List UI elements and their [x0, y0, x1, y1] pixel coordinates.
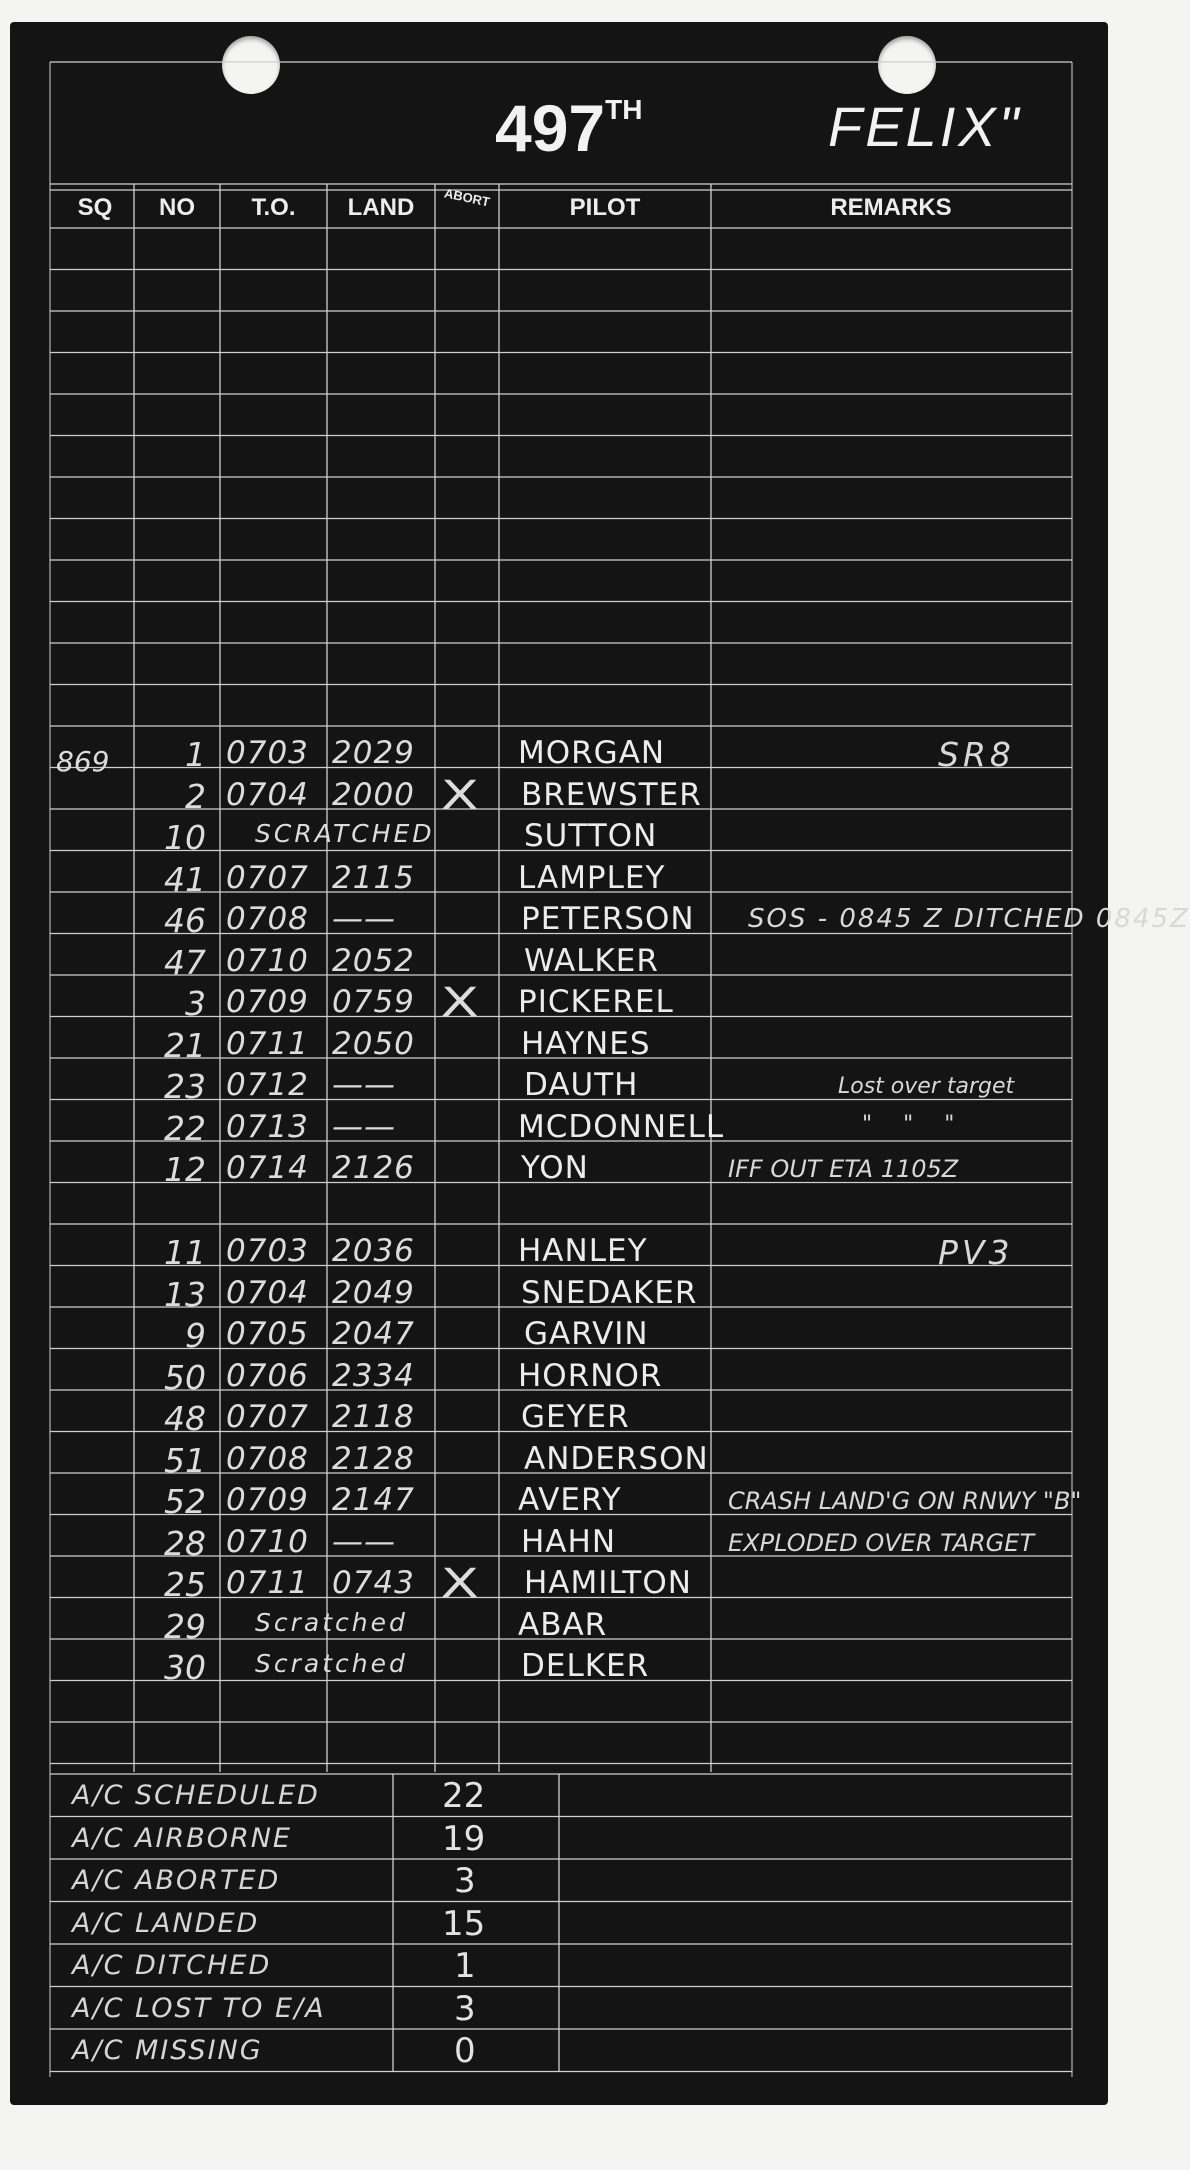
landing-time: 2000 — [332, 776, 415, 813]
pilot-name: YON — [521, 1150, 589, 1186]
column-header-remarks: REMARKS — [830, 194, 952, 221]
takeoff-time: 0709 — [226, 1482, 309, 1518]
summary-label: A/C DITCHED — [72, 1950, 272, 1981]
pilot-name: MORGAN — [518, 735, 666, 771]
aircraft-number: 28 — [164, 1523, 206, 1563]
aircraft-number: 46 — [164, 901, 206, 940]
column-header-abort: ABORT — [442, 185, 492, 210]
landing-time: 2118 — [332, 1399, 415, 1435]
takeoff-time: 0714 — [226, 1150, 309, 1186]
remark-text: " " " — [862, 1111, 967, 1137]
landing-time: —— — [332, 901, 396, 937]
pilot-name: AVERY — [518, 1482, 622, 1518]
takeoff-time: 0706 — [226, 1357, 309, 1394]
landing-time: —— — [332, 1108, 396, 1145]
aircraft-number: 23 — [164, 1067, 206, 1106]
unit-suffix: TH — [605, 94, 643, 125]
pilot-name: HAYNES — [521, 1025, 651, 1062]
unit-number — [495, 90, 642, 166]
aircraft-number: 11 — [164, 1233, 206, 1272]
pilot-name: HORNOR — [518, 1357, 663, 1394]
takeoff-time: 0704 — [226, 1274, 309, 1311]
scratched-note: Scratched — [255, 1649, 408, 1678]
aircraft-number: 48 — [164, 1399, 206, 1438]
aircraft-number: 52 — [164, 1482, 206, 1521]
landing-time: 2049 — [332, 1274, 415, 1311]
pilot-name: HAMILTON — [524, 1565, 692, 1601]
summary-value: 15 — [442, 1903, 486, 1944]
remark-text: PV3 — [938, 1233, 1014, 1272]
summary-label: A/C MISSING — [72, 2035, 263, 2066]
pilot-name: HAHN — [521, 1523, 617, 1560]
aircraft-number: 21 — [164, 1025, 206, 1065]
abort-mark: X — [440, 772, 479, 819]
pilot-name: WALKER — [524, 942, 659, 979]
scratched-note: SCRATCHED — [255, 819, 435, 848]
aircraft-number: 2 — [185, 776, 206, 816]
takeoff-time: 0703 — [226, 735, 309, 771]
remark-text: CRASH LAND'G ON RNWY "B" — [728, 1487, 1082, 1515]
takeoff-time: 0712 — [226, 1067, 309, 1103]
scratched-note: Scratched — [255, 1607, 408, 1637]
pilot-name: PICKEREL — [518, 984, 674, 1020]
board-name: FELIX" — [828, 95, 1022, 158]
landing-time: 0759 — [332, 984, 415, 1020]
column-header-pilot: PILOT — [569, 194, 641, 221]
aircraft-number: 30 — [164, 1648, 206, 1687]
mission-board — [10, 22, 1190, 2105]
pilot-name: HANLEY — [518, 1233, 648, 1269]
takeoff-time: 0708 — [226, 901, 309, 937]
remark-text: Lost over target — [838, 1074, 1015, 1099]
takeoff-time: 0709 — [226, 984, 309, 1020]
aircraft-number: 29 — [164, 1606, 206, 1646]
summary-value: 22 — [442, 1776, 486, 1816]
summary-label: A/C AIRBORNE — [72, 1822, 292, 1854]
remark-text: EXPLODED OVER TARGET — [728, 1528, 1035, 1557]
landing-time: 0743 — [332, 1565, 415, 1601]
aircraft-number: 9 — [185, 1316, 206, 1355]
pilot-name: DAUTH — [524, 1067, 639, 1103]
abort-mark: X — [440, 980, 479, 1026]
summary-value: 3 — [454, 1988, 476, 2029]
squadron-number: 869 — [56, 745, 110, 778]
column-header-no: NO — [159, 194, 195, 221]
aircraft-number: 3 — [185, 984, 206, 1023]
takeoff-time: 0710 — [226, 942, 309, 979]
remark-text: IFF OUT ETA 1105Z — [728, 1155, 959, 1183]
summary-label: A/C LOST TO E/A — [72, 1992, 326, 2024]
landing-time: 2036 — [332, 1233, 415, 1269]
summary-value: 19 — [442, 1818, 486, 1859]
column-header-land: LAND — [347, 194, 415, 221]
aircraft-number: 22 — [164, 1108, 206, 1148]
remark-text: SR8 — [938, 735, 1015, 774]
pilot-name: SNEDAKER — [521, 1274, 698, 1311]
remark-text: SOS - 0845 Z DITCHED 0845Z — [748, 904, 1190, 934]
pilot-name: ANDERSON — [524, 1440, 709, 1477]
takeoff-time: 0705 — [226, 1316, 309, 1352]
pilot-name: PETERSON — [521, 901, 695, 937]
column-header-to: T.O. — [251, 194, 296, 221]
pilot-name: DELKER — [521, 1648, 650, 1684]
pilot-name: SUTTON — [524, 818, 658, 854]
takeoff-time: 0707 — [226, 859, 309, 896]
summary-label: A/C SCHEDULED — [72, 1780, 320, 1811]
pilot-name: ABAR — [518, 1606, 608, 1643]
pilot-name: LAMPLEY — [518, 859, 666, 896]
unit-number-text: 497 — [495, 91, 606, 165]
summary-value: 1 — [454, 1946, 476, 1986]
aircraft-number: 1 — [185, 735, 206, 774]
aircraft-number: 12 — [164, 1150, 206, 1189]
pilot-name: GARVIN — [524, 1316, 649, 1352]
aircraft-number: 13 — [164, 1274, 206, 1314]
takeoff-time: 0704 — [226, 776, 309, 813]
summary-label: A/C ABORTED — [72, 1865, 281, 1896]
landing-time: 2050 — [332, 1025, 415, 1062]
takeoff-time: 0708 — [226, 1440, 309, 1477]
pilot-name: GEYER — [521, 1399, 630, 1435]
takeoff-time: 0711 — [226, 1025, 309, 1062]
aircraft-number: 50 — [164, 1357, 206, 1397]
takeoff-time: 0703 — [226, 1233, 309, 1269]
landing-time: 2047 — [332, 1316, 415, 1352]
landing-time: 2334 — [332, 1357, 415, 1394]
landing-time: —— — [332, 1067, 396, 1103]
summary-value: 3 — [454, 1861, 476, 1901]
summary-label: A/C LANDED — [72, 1907, 260, 1939]
summary-value: 0 — [454, 2031, 476, 2071]
takeoff-time: 0710 — [226, 1523, 309, 1560]
column-header-sq: SQ — [77, 194, 113, 221]
landing-time: 2115 — [332, 859, 415, 896]
takeoff-time: 0707 — [226, 1399, 309, 1435]
aircraft-number: 51 — [164, 1440, 206, 1480]
landing-time: 2029 — [332, 735, 415, 771]
abort-mark: X — [440, 1561, 479, 1607]
aircraft-number: 25 — [164, 1565, 206, 1604]
takeoff-time: 0713 — [226, 1108, 309, 1145]
aircraft-number: 41 — [164, 859, 206, 899]
landing-time: —— — [332, 1523, 396, 1560]
pilot-name: MCDONNELL — [518, 1108, 725, 1145]
takeoff-time: 0711 — [226, 1565, 309, 1601]
aircraft-number: 10 — [164, 818, 206, 857]
landing-time: 2126 — [332, 1150, 415, 1186]
landing-time: 2128 — [332, 1440, 415, 1477]
aircraft-number: 47 — [164, 942, 206, 982]
landing-time: 2147 — [332, 1482, 415, 1518]
landing-time: 2052 — [332, 942, 415, 979]
pilot-name: BREWSTER — [521, 776, 702, 813]
